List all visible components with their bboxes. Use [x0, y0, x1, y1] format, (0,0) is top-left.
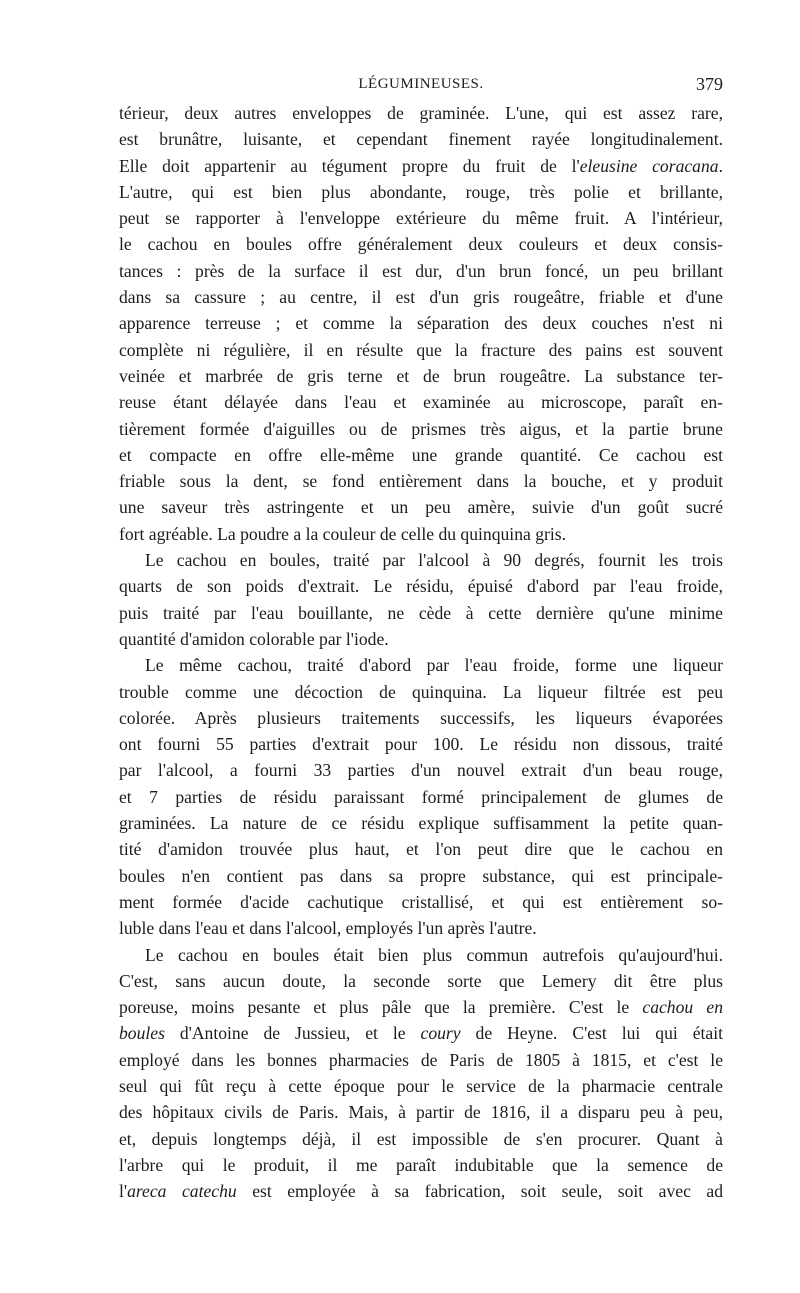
text-line: tièrement formée d'aiguilles ou de prismes très aigus, et la partie brune: [119, 418, 723, 439]
text-line: Elle doit appartenir au tégument propre du fruit de l'eleusine coracana.: [119, 155, 723, 176]
text-line: poreuse, moins pesante et plus pâle que la première. C'est le cachou en: [119, 997, 723, 1018]
paragraph: [119, 652, 723, 941]
text-line: Le même cachou, traité d'abord par l'eau froide, forme une liqueur: [145, 655, 723, 676]
text-line: trouble comme une décoction de quinquina. La liqueur filtrée est peu: [119, 681, 723, 702]
text-line: puis traité par l'eau bouillante, ne cède à cette dernière qu'une minime: [119, 602, 723, 623]
text-line: une saveur très astringente et un peu amère, suivie d'un goût sucré: [119, 497, 723, 518]
body-text: [119, 100, 723, 1204]
book-page: [119, 72, 723, 1204]
text-line: ont fourni 55 parties d'extrait pour 100. Le résidu non dissous, traité: [119, 734, 723, 755]
text-line: et 7 parties de résidu paraissant formé principalement de glumes de: [119, 786, 723, 807]
text-line: seul qui fût reçu à cette époque pour le service de la pharmacie centrale: [119, 1075, 723, 1096]
text-line: peut se rapporter à l'enveloppe extérieure du même fruit. A l'intérieur,: [119, 208, 723, 229]
text-line: graminées. La nature de ce résidu explique suffisamment la petite quan-: [119, 813, 723, 834]
text-line: veinée et marbrée de gris terne et de brun rougeâtre. La substance ter-: [119, 365, 723, 386]
text-line: ment formée d'acide cachutique cristallisé, et qui est entièrement so-: [119, 891, 723, 912]
text-line: l'areca catechu est employée à sa fabrication, soit seule, soit avec ad: [119, 1181, 723, 1202]
text-line: et, depuis longtemps déjà, il est impossible de s'en procurer. Quant à: [119, 1128, 723, 1149]
text-line: des hôpitaux civils de Paris. Mais, à partir de 1816, il a disparu peu à peu,: [119, 1102, 723, 1123]
text-line: térieur, deux autres enveloppes de graminée. L'une, qui est assez rare,: [119, 103, 723, 123]
page-number: 379: [696, 74, 723, 94]
text-line: boules d'Antoine de Jussieu, et le coury de Heyne. C'est lui qui était: [119, 1023, 723, 1044]
text-line: employé dans les bonnes pharmacies de Paris de 1805 à 1815, et c'est le: [119, 1049, 723, 1070]
text-line: dans sa cassure ; au centre, il est d'un gris rougeâtre, friable et d'une: [119, 287, 723, 308]
text-line: quantité d'amidon colorable par l'iode.: [119, 628, 389, 649]
text-line: Le cachou en boules était bien plus commun autrefois qu'aujourd'hui.: [145, 944, 723, 965]
text-line: friable sous la dent, se fond entièrement dans la bouche, et y produit: [119, 471, 723, 492]
text-line: Le cachou en boules, traité par l'alcool à 90 degrés, fournit les trois: [145, 550, 723, 571]
text-line: colorée. Après plusieurs traitements successifs, les liqueurs évaporées: [119, 707, 723, 728]
text-line: l'arbre qui le produit, il me paraît indubitable que la semence de: [119, 1154, 723, 1175]
text-line: fort agréable. La poudre a la couleur de celle du quinquina gris.: [119, 523, 566, 544]
paragraph: [119, 100, 723, 547]
running-title: LÉGUMINEUSES.: [358, 76, 484, 92]
text-line: par l'alcool, a fourni 33 parties d'un nouvel extrait d'un beau rouge,: [119, 760, 723, 781]
text-line: apparence terreuse ; et comme la séparation des deux couches n'est ni: [119, 313, 723, 334]
text-line: et compacte en offre elle-même une grande quantité. Ce cachou est: [119, 444, 723, 465]
text-line: C'est, sans aucun doute, la seconde sorte que Lemery dit être plus: [119, 970, 723, 991]
text-line: reuse étant délayée dans l'eau et examinée au microscope, paraît en-: [119, 392, 723, 413]
page-header: [119, 72, 723, 100]
text-line: le cachou en boules offre généralement deux couleurs et deux consis-: [119, 234, 723, 255]
paragraph: [119, 942, 723, 1205]
text-line: tité d'amidon trouvée plus haut, et l'on peut dire que le cachou en: [119, 839, 723, 860]
text-line: luble dans l'eau et dans l'alcool, employés l'un après l'autre.: [119, 918, 537, 939]
text-line: L'autre, qui est bien plus abondante, rouge, très polie et brillante,: [119, 181, 723, 202]
text-line: tances : près de la surface il est dur, d'un brun foncé, un peu brillant: [119, 260, 723, 281]
text-line: est brunâtre, luisante, et cependant finement rayée longitudinalement.: [119, 129, 723, 150]
text-line: boules n'en contient pas dans sa propre substance, qui est principale-: [119, 865, 723, 886]
paragraph: [119, 547, 723, 652]
text-line: complète ni régulière, il en résulte que la fracture des pains est souvent: [119, 339, 723, 360]
text-line: quarts de son poids d'extrait. Le résidu, épuisé d'abord par l'eau froide,: [119, 576, 723, 597]
